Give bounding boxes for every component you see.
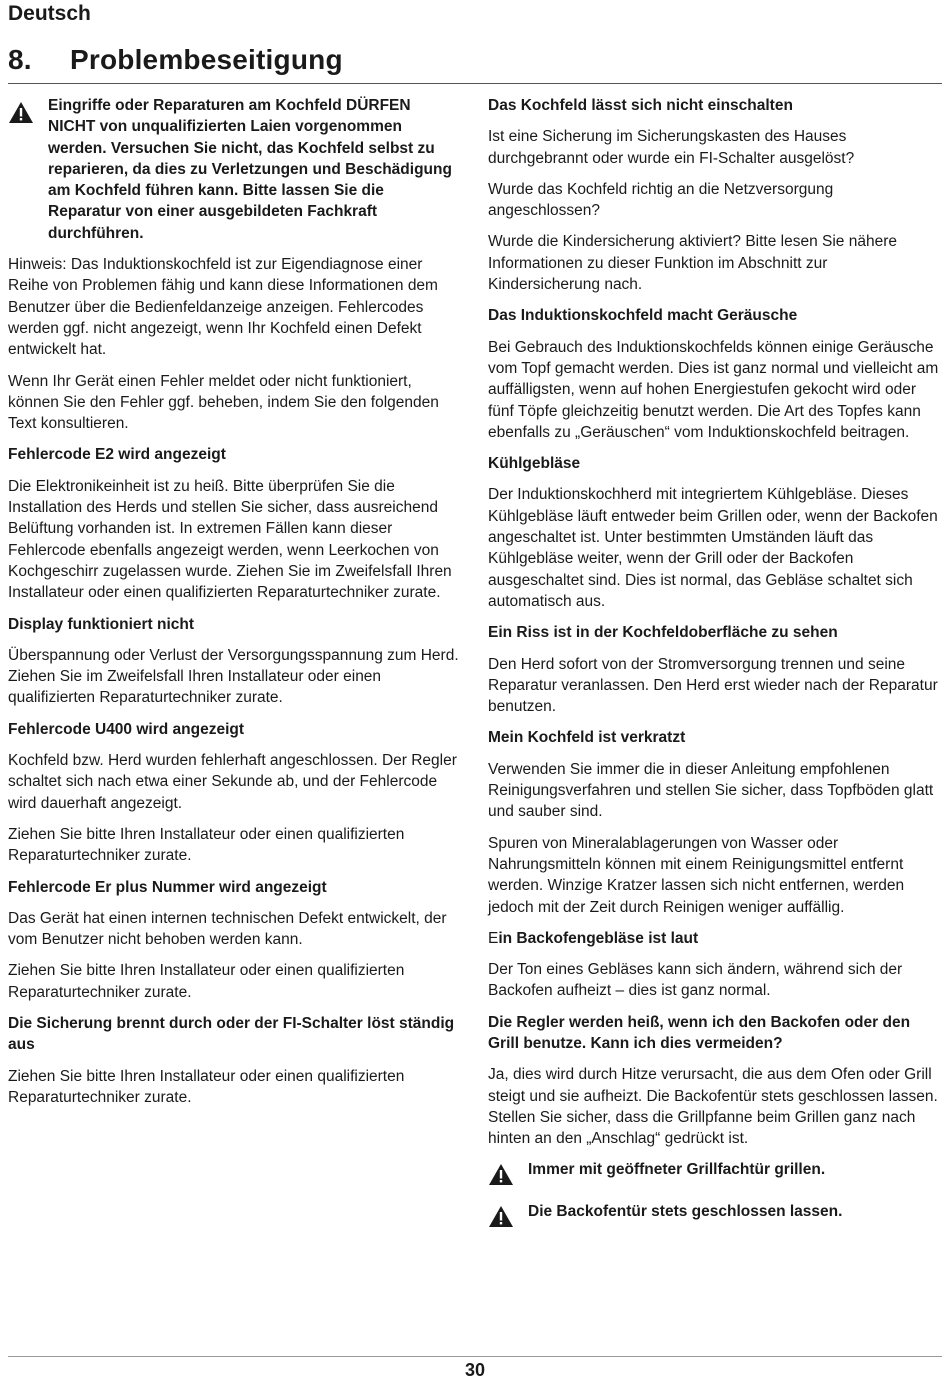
warning-block bbox=[488, 1201, 940, 1233]
warning-block bbox=[488, 1159, 940, 1191]
section-text: Verwenden Sie immer die in dieser Anleitung empfohlenen Reinigungsverfahren und stellen Sie sicher, dass Topfböden glatt und sauber sind. bbox=[488, 760, 934, 821]
section-heading: Fehlercode U400 wird angezeigt bbox=[8, 720, 245, 738]
warning-block bbox=[8, 95, 460, 244]
section-heading bbox=[488, 928, 940, 949]
section-text: Wurde das Kochfeld richtig an die Netzversorgung angeschlossen? bbox=[488, 180, 834, 220]
warning-icon bbox=[488, 1159, 528, 1191]
section-text: Die Elektronikeinheit ist zu heiß. Bitte überprüfen Sie die Installation des Herds und stellen Sie sicher, dass ausreichend Belüftung vorhanden ist. In extremen Fällen kann dieser Fehlercode ebenfalls angezeigt werden, wenn Leerkochen von Kochgeschirr zugelassen wurde. Ziehen Sie im Zweifelsfall Ihren Installateur oder einen qualifizierten Reparaturtechniker zurate. bbox=[8, 477, 452, 602]
section-text: Spuren von Mineralablagerungen von Wasser oder Nahrungsmitteln können mit einem Reinigungsmittel entfernt werden. Winzige Kratzer lassen sich nicht entfernen, werden jedoch mit der Zeit durch Reinigen weniger auffällig. bbox=[488, 834, 905, 916]
language-label: Deutsch bbox=[8, 2, 91, 25]
left-column bbox=[8, 95, 460, 1118]
section-heading: Mein Kochfeld ist verkratzt bbox=[488, 729, 686, 747]
intro-paragraph: Wenn Ihr Gerät einen Fehler meldet oder nicht funktioniert, können Sie den Fehler ggf. beheben, indem Sie den folgenden Text konsultieren. bbox=[8, 372, 439, 433]
section-text: Bei Gebrauch des Induktionskochfelds können einige Geräusche vom Topf gemacht werden. Dies ist ganz normal und vielleicht am auffälligsten, wenn auf hohen Energiestufen gekocht wird oder fünf Töpfe gleichzeitig benutzt werden. Die Art des Topfes kann ebenfalls zu „Geräuschen“ vom Induktionskochfeld beitragen. bbox=[488, 338, 939, 441]
title-divider bbox=[8, 83, 942, 84]
section-heading: Fehlercode Er plus Nummer wird angezeigt bbox=[8, 878, 327, 896]
chapter-number: 8. bbox=[8, 44, 32, 75]
heading-rest: in Backofengebläse ist laut bbox=[498, 929, 699, 947]
intro-paragraph: Hinweis: Das Induktionskochfeld ist zur Eigendiagnose einer Reihe von Problemen fähig und kann diese Informationen dem Benutzer über die Bedienfeldanzeige anzeigen. Fehlercodes werden ggf. nicht angezeigt, wenn Ihr Kochfeld einen Defekt entwickelt hat. bbox=[8, 256, 438, 359]
chapter-title-text: Problembeseitigung bbox=[70, 44, 343, 75]
section-heading: Kühlgebläse bbox=[488, 455, 581, 473]
section-text: Ziehen Sie bitte Ihren Installateur oder einen qualifizierten Reparaturtechniker zurate. bbox=[8, 1067, 405, 1106]
footer-divider bbox=[8, 1356, 942, 1357]
warning-icon bbox=[488, 1201, 528, 1233]
section-text: Überspannung oder Verlust der Versorgungsspannung zum Herd. Ziehen Sie im Zweifelsfall Ihren Installateur oder einen qualifizierten Reparaturtechniker zurate. bbox=[8, 646, 459, 707]
page-number: 30 bbox=[464, 1360, 486, 1380]
section-heading: Ein Riss ist in der Kochfeldoberfläche zu sehen bbox=[488, 624, 838, 642]
section-heading: Die Regler werden heiß, wenn ich den Backofen oder den Grill benutze. Kann ich dies vermeiden? bbox=[488, 1013, 911, 1052]
warning-text: Die Backofentür stets geschlossen lassen. bbox=[528, 1203, 843, 1221]
section-heading: Die Sicherung brennt durch oder der FI-Schalter löst ständig aus bbox=[8, 1014, 455, 1054]
section-text: Der Ton eines Gebläses kann sich ändern, während sich der Backofen aufheizt – dies ist ganz normal. bbox=[488, 961, 903, 1000]
section-text: Ziehen Sie bitte Ihren Installateur oder einen qualifizierten Reparaturtechniker zurate. bbox=[8, 825, 405, 865]
section-text: Der Induktionskochherd mit integriertem Kühlgebläse. Dieses Kühlgebläse läuft entweder beim Grillen oder, wenn der Backofen angeschaltet ist. Unter bestimmten Umständen läuft das Kühlgebläse weiter, wenn der Grill oder der Backofen ausgeschaltet sind. Dies ist normal, das Gebläse schaltet sich automatisch aus. bbox=[488, 486, 938, 610]
warning-text: Eingriffe oder Reparaturen am Kochfeld DÜRFEN NICHT von unqualifizierten Laien vorgenommen werden. Versuchen Sie nicht, das Kochfeld selbst zu reparieren, da dies zu Verletzungen und Beschädigung am Kochfeld führen kann. Bitte lassen Sie die Reparatur von einer ausgebildeten Fachkraft durchführen. bbox=[48, 97, 452, 242]
section-text: Das Gerät hat einen internen technischen Defekt entwickelt, der vom Benutzer nicht behoben werden kann. bbox=[8, 909, 447, 949]
chapter-title bbox=[8, 44, 343, 76]
section-text: Ja, dies wird durch Hitze verursacht, die aus dem Ofen oder Grill steigt und sie aufheizt. Die Backofentür stets geschlossen lassen. Stellen Sie sicher, dass die Grillpfanne beim Grillen ganz nach hinten an den „Anschlag“ gedrückt ist. bbox=[488, 1066, 938, 1148]
heading-initial: E bbox=[488, 929, 499, 947]
section-text: Ist eine Sicherung im Sicherungskasten des Hauses durchgebrannt oder wurde ein FI-Schalter ausgelöst? bbox=[488, 128, 855, 167]
section-text: Kochfeld bzw. Herd wurden fehlerhaft angeschlossen. Der Regler schaltet sich nach etwa einer Sekunde ab, und der Fehlercode wird dauerhaft angezeigt. bbox=[8, 752, 457, 812]
right-column bbox=[488, 95, 940, 1243]
section-heading: Display funktioniert nicht bbox=[8, 615, 195, 633]
warning-text: Immer mit geöffneter Grillfachtür grillen. bbox=[528, 1161, 826, 1179]
section-heading: Das Induktionskochfeld macht Geräusche bbox=[488, 307, 798, 325]
warning-icon bbox=[8, 95, 48, 129]
section-text: Wurde die Kindersicherung aktiviert? Bitte lesen Sie nähere Informationen zu dieser Funktion im Abschnitt zur Kindersicherung nach. bbox=[488, 233, 897, 294]
section-text: Ziehen Sie bitte Ihren Installateur oder einen qualifizierten Reparaturtechniker zurate. bbox=[8, 962, 405, 1001]
section-text: Den Herd sofort von der Stromversorgung trennen und seine Reparatur veranlassen. Den Herd erst wieder nach der Reparatur benutzen. bbox=[488, 655, 938, 716]
section-heading: Das Kochfeld lässt sich nicht einschalten bbox=[488, 97, 793, 114]
section-heading: Fehlercode E2 wird angezeigt bbox=[8, 446, 226, 464]
